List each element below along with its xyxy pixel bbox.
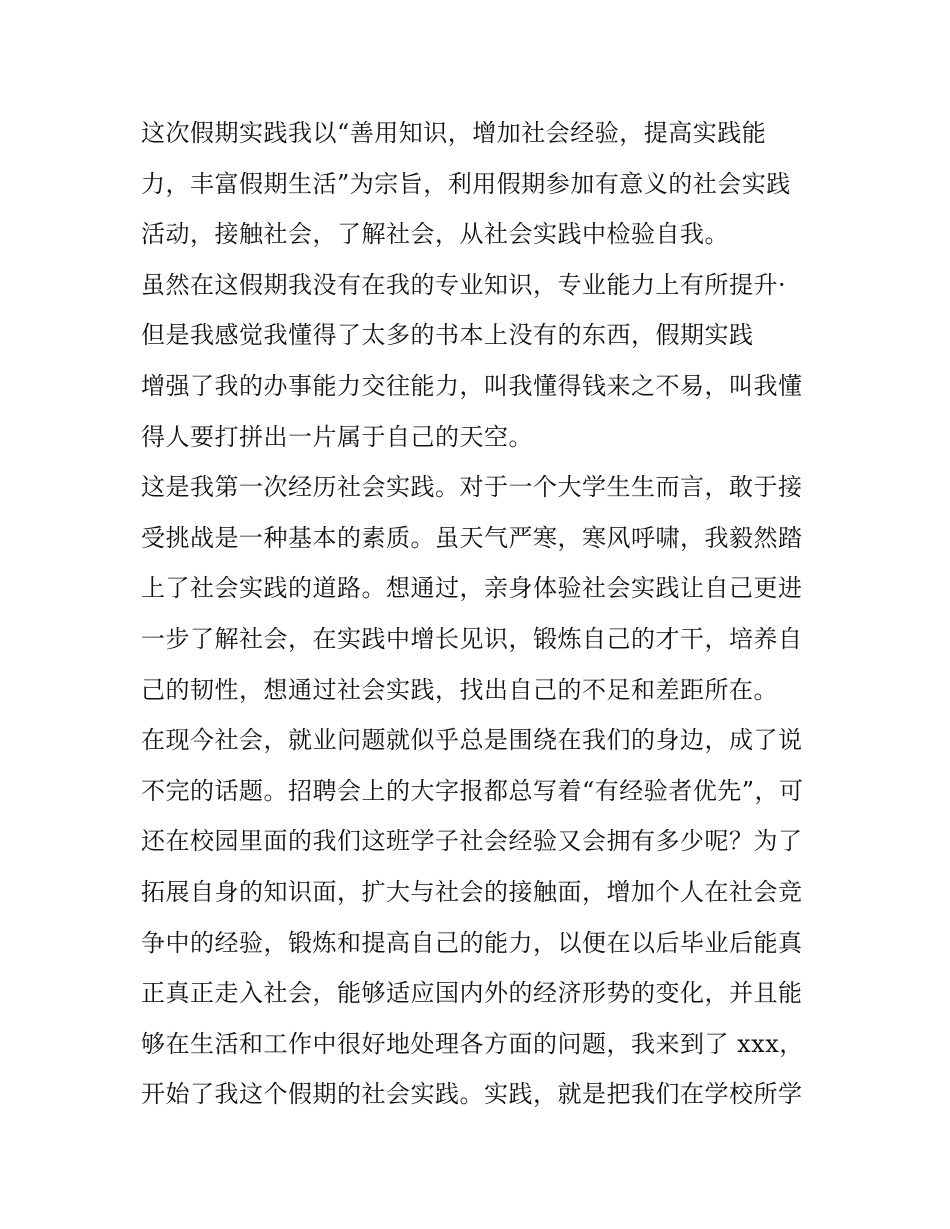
- text-line: 开始了我这个假期的社会实践。实践，就是把我们在学校所学: [141, 1080, 803, 1109]
- text-line: 这是我第一次经历社会实践。对于一个大学生生而言，敢于接: [141, 473, 803, 502]
- text-line: 上了社会实践的道路。想通过，亲身体验社会实践让自己更进: [141, 574, 803, 603]
- text-line: 不完的话题。招聘会上的大字报都总写着“有经验者优先”，可: [141, 776, 804, 805]
- body-text: [141, 108, 821, 1120]
- text-line: 得人要打拼出一片属于自己的天空。: [141, 422, 533, 451]
- text-line: 拓展自身的知识面，扩大与社会的接触面，增加个人在社会竞: [141, 877, 803, 906]
- text-line: 己的韧性，想通过社会实践，找出自己的不足和差距所在。: [141, 675, 778, 704]
- text-line: 够在生活和工作中很好地处理各方面的问题，我来到了 xxx，: [141, 1029, 804, 1058]
- text-line: 在现今社会，就业问题就似乎总是围绕在我们的身边，成了说: [141, 726, 803, 755]
- text-line: 还在校园里面的我们这班学子社会经验又会拥有多少呢？为了: [141, 827, 803, 856]
- text-line: 正真正走入社会，能够适应国内外的经济形势的变化，并且能: [141, 979, 803, 1008]
- text-line: 一步了解社会，在实践中增长见识，锻炼自己的才干，培养自: [141, 624, 803, 653]
- text-line: 增强了我的办事能力交往能力，叫我懂得钱来之不易，叫我懂: [141, 371, 803, 400]
- text-line: 争中的经验，锻炼和提高自己的能力，以便在以后毕业后能真: [141, 928, 803, 957]
- text-line: 虽然在这假期我没有在我的专业知识，专业能力上有所提升·: [141, 270, 787, 299]
- text-line: 活动，接触社会，了解社会，从社会实践中检验自我。: [141, 220, 729, 249]
- text-line: 力，丰富假期生活”为宗旨，利用假期参加有意义的社会实践: [141, 169, 791, 198]
- text-line: 这次假期实践我以“善用知识，增加社会经验，提高实践能: [141, 119, 767, 147]
- text-line: 但是我感觉我懂得了太多的书本上没有的东西，假期实践: [141, 321, 754, 350]
- text-line: 受挑战是一种基本的素质。虽天气严寒，寒风呼啸，我毅然踏: [141, 523, 803, 552]
